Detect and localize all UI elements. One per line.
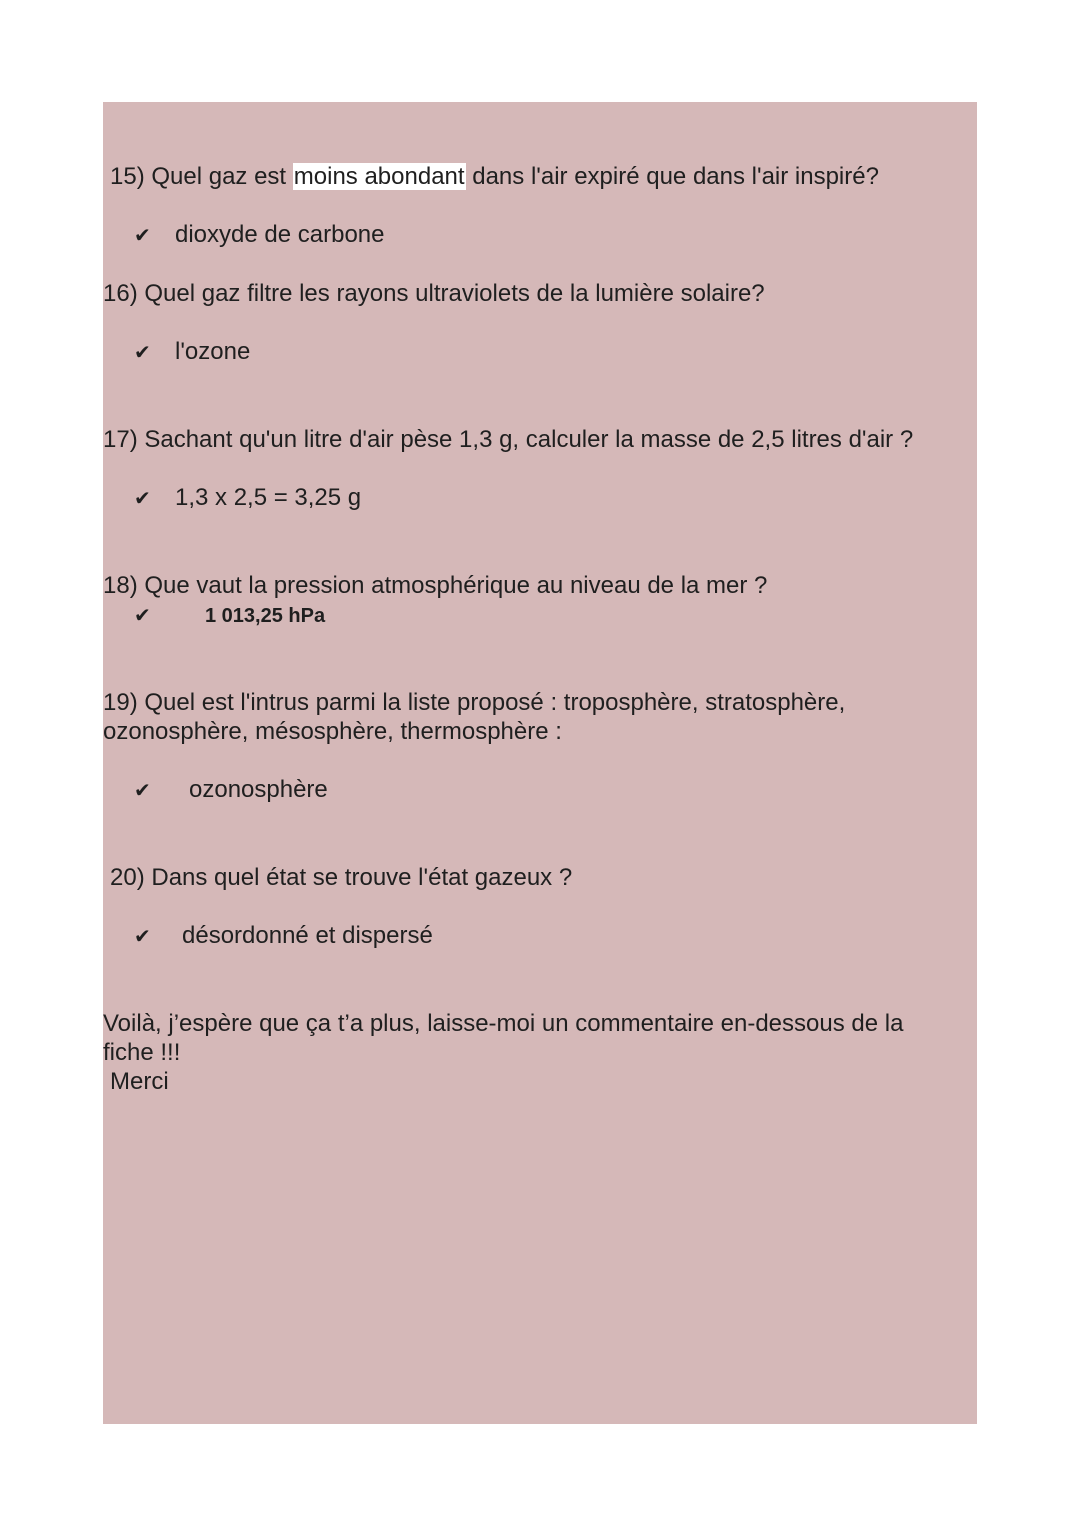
check-icon: ✔ (134, 780, 151, 802)
question-15-highlight: moins abondant (293, 163, 465, 190)
check-icon: ✔ (134, 488, 151, 510)
check-icon: ✔ (134, 605, 151, 627)
question-15 (110, 162, 879, 191)
closing-line-2: fiche !!! (103, 1039, 181, 1066)
question-19-line-1: 19) Quel est l'intrus parmi la liste proposé : troposphère, stratosphère, (103, 689, 846, 716)
answer-17: 1,3 x 2,5 = 3,25 g (175, 484, 362, 511)
answer-16: l'ozone (175, 338, 251, 365)
answer-20: désordonné et dispersé (182, 922, 433, 949)
closing-line-1: Voilà, j’espère que ça t’a plus, laisse-moi un commentaire en-dessous de la (103, 1010, 904, 1037)
answer-18: 1 013,25 hPa (205, 605, 326, 627)
check-icon: ✔ (134, 926, 151, 948)
question-15-text-end: dans l'air expiré que dans l'air inspiré? (465, 163, 879, 190)
question-20: 20) Dans quel état se trouve l'état gazeux ? (110, 864, 573, 891)
closing-thanks: Merci (110, 1068, 169, 1095)
question-15-text-start: 15) Quel gaz est (110, 163, 293, 190)
check-icon: ✔ (134, 342, 151, 364)
check-icon: ✔ (134, 225, 151, 247)
question-16: 16) Quel gaz filtre les rayons ultraviolets de la lumière solaire? (103, 280, 765, 307)
answer-15: dioxyde de carbone (175, 221, 385, 248)
question-18: 18) Que vaut la pression atmosphérique au niveau de la mer ? (103, 572, 768, 599)
question-19-line-2: ozonosphère, mésosphère, thermosphère : (103, 718, 562, 745)
answer-19: ozonosphère (189, 776, 328, 803)
question-17: 17) Sachant qu'un litre d'air pèse 1,3 g, calculer la masse de 2,5 litres d'air ? (103, 426, 914, 453)
